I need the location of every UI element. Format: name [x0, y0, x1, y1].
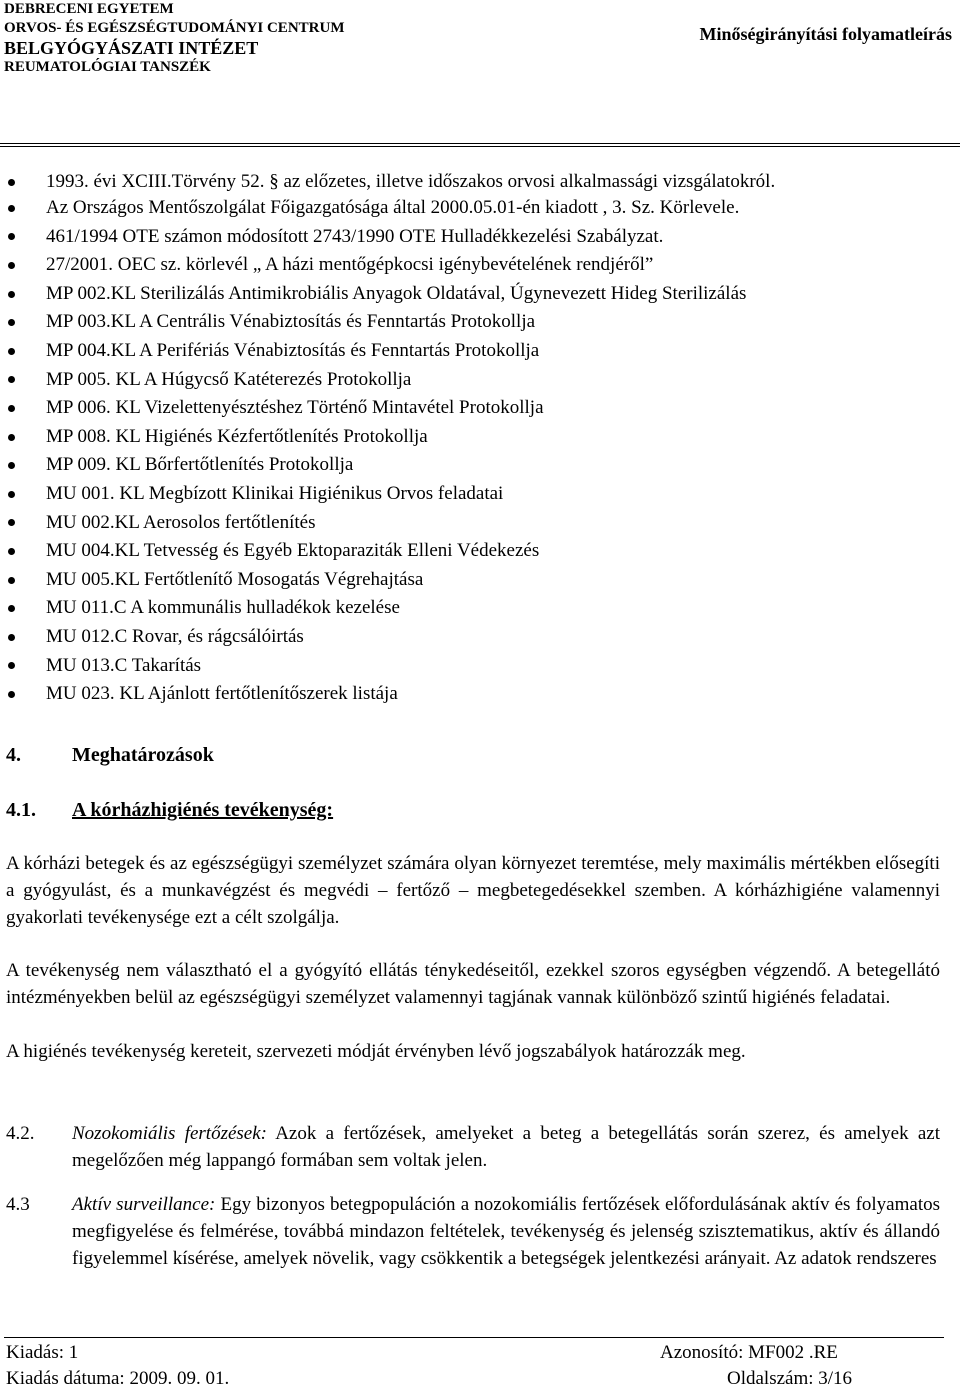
list-item: MP 004.KL A Perifériás Vénabiztosítás és Fenntartás Protokollja	[0, 337, 960, 366]
bullet-icon	[8, 662, 15, 669]
institution-header	[4, 0, 604, 77]
definition-term: Aktív surveillance:	[72, 1194, 216, 1215]
list-item: MP 009. KL Bőrfertőtlenítés Protokollja	[0, 451, 960, 480]
edition-label: Kiadás: 1	[6, 1342, 79, 1363]
bullet-icon	[8, 262, 15, 269]
university-name: DEBRECENI EGYETEM	[4, 1, 174, 17]
bullet-icon	[8, 376, 15, 383]
bullet-icon	[8, 434, 15, 441]
bullet-icon	[8, 491, 15, 498]
definition-number: 4.2.	[6, 1123, 35, 1144]
paragraph: A tevékenység nem választható el a gyógyító ellátás ténykedéseitől, ezekkel szoros egységben végzendő. A betegellátó intézményekben belül az egészségügyi személyzet valamennyi tagjának vannak különböző szintű higiénés feladatai.	[6, 960, 940, 1008]
paragraph: A kórházi betegek és az egészségügyi személyzet számára olyan környezet teremtése, mely maximális mértékben elősegíti a gyógyulást, és a munkavégzést és megvédi – fertőző – megbetegedésekkel szemben. A kórházhigiéne valamennyi gyakorlati tevékenysége ezt a célt szolgálja.	[6, 853, 940, 928]
bullet-icon	[8, 179, 15, 186]
center-name: ORVOS- ÉS EGÉSZSÉGTUDOMÁNYI CENTRUM	[4, 20, 345, 36]
section-heading	[6, 744, 214, 767]
bullet-icon	[8, 319, 15, 326]
list-item: 27/2001. OEC sz. körlevél „ A házi mentőgépkocsi igénybevételének rendjéről”	[0, 251, 960, 280]
subsection-title: A kórházhigiénés tevékenység:	[72, 799, 334, 821]
list-item: 461/1994 OTE számon módosított 2743/1990 OTE Hulladékkezelési Szabályzat.	[0, 223, 960, 252]
institute-name: BELGYÓGYÁSZATI INTÉZET	[4, 38, 259, 58]
reference-list	[0, 170, 960, 709]
list-item: MP 005. KL A Húgycső Katéterezés Protokollja	[0, 366, 960, 395]
definition-term: Nozokomiális fertőzések:	[72, 1123, 267, 1144]
bullet-icon	[8, 605, 15, 612]
list-item: MU 012.C Rovar, és rágcsálóirtás	[0, 623, 960, 652]
list-item: MU 005.KL Fertőtlenítő Mosogatás Végrehajtása	[0, 566, 960, 595]
definition-surveillance	[6, 1192, 940, 1272]
bullet-icon	[8, 634, 15, 641]
definition-nosocomial	[6, 1121, 940, 1175]
list-item: MP 002.KL Sterilizálás Antimikrobiális Anyagok Oldatával, Úgynevezett Hideg Sterilizálás	[0, 280, 960, 309]
edition-date-label: Kiadás dátuma: 2009. 09. 01.	[6, 1368, 230, 1389]
bullet-icon	[8, 405, 15, 412]
list-item: MU 013.C Takarítás	[0, 652, 960, 681]
list-item: 1993. évi XCIII.Törvény 52. § az előzetes, illetve időszakos orvosi alkalmassági vizsgálatokról.	[0, 170, 960, 194]
subsection-heading	[6, 799, 333, 822]
list-item: MP 008. KL Higiénés Kézfertőtlenítés Protokollja	[0, 423, 960, 452]
bullet-icon	[8, 348, 15, 355]
list-item: Az Országos Mentőszolgálat Főigazgatósága által 2000.05.01-én kiadott , 3. Sz. Körlevele.	[0, 194, 960, 223]
definition-text: Azok a fertőzések, amelyeket a beteg a betegellátás során szerez, és amelyek azt megelőzően még lappangó formában sem voltak jelen.	[72, 1123, 940, 1171]
bullet-icon	[8, 691, 15, 698]
list-item: MU 001. KL Megbízott Klinikai Higiénikus Orvos feladatai	[0, 480, 960, 509]
document-type: Minőségirányítási folyamatleírás	[699, 24, 952, 44]
definition-number: 4.3	[6, 1194, 30, 1215]
bullet-icon	[8, 577, 15, 584]
bullet-icon	[8, 291, 15, 298]
subsection-number: 4.1.	[6, 799, 36, 821]
definition-text: Egy bizonyos betegpopuláción a nozokomiális fertőzések előfordulásának aktív és folyamatos megfigyelése és felmérése, továbbá mindazon feltételek, tevékenység és jelenség szisztematikus, aktív és állandó figyelemmel kísérése, amelyek növelik, vagy csökkentik a betegségek jelentkezési arányait. Az adatok rendszeres	[72, 1194, 940, 1269]
department-name: REUMATOLÓGIAI TANSZÉK	[4, 59, 211, 75]
list-item: MP 006. KL Vizelettenyésztéshez Történő Mintavétel Protokollja	[0, 394, 960, 423]
list-item: MP 003.KL A Centrális Vénabiztosítás és Fenntartás Protokollja	[0, 308, 960, 337]
bullet-icon	[8, 519, 15, 526]
bullet-icon	[8, 548, 15, 555]
bullet-icon	[8, 462, 15, 469]
section-number: 4.	[6, 744, 21, 766]
bullet-icon	[8, 205, 15, 212]
page-number-label: Oldalszám: 3/16	[727, 1368, 853, 1389]
list-item: MU 023. KL Ajánlott fertőtlenítőszerek listája	[0, 680, 960, 709]
footer-divider	[4, 1337, 944, 1338]
header-divider	[0, 143, 960, 147]
paragraph: A higiénés tevékenység kereteit, szervezeti módját érvényben lévő jogszabályok határozzák meg.	[6, 1041, 746, 1062]
bullet-icon	[8, 233, 15, 240]
list-item: MU 011.C A kommunális hulladékok kezelése	[0, 594, 960, 623]
list-item: MU 004.KL Tetvesség és Egyéb Ektoparaziták Elleni Védekezés	[0, 537, 960, 566]
list-item: MU 002.KL Aerosolos fertőtlenítés	[0, 509, 960, 538]
section-title: Meghatározások	[72, 744, 214, 766]
identifier-label: Azonosító: MF002 .RE	[660, 1342, 838, 1363]
